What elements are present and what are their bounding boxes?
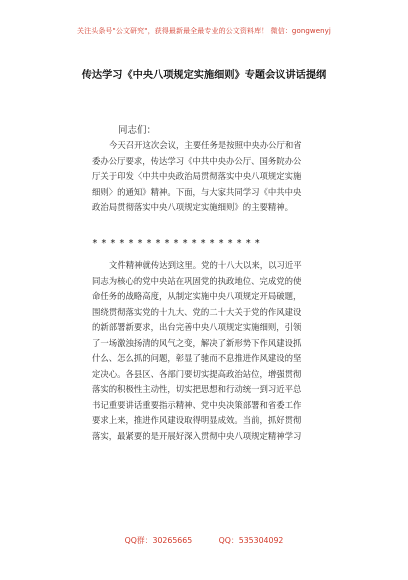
paragraph-line: 书记重要讲话重要指示精神、党中央决策部署和省委工作 — [92, 399, 302, 410]
paragraph-line: 了一场激浊扬清的风气之变，解决了新形势下作风建设抓 — [92, 337, 302, 348]
header-banner: 关注头条号"公文研究"，获得最新最全最专业的公文资料库！ 微信：gongwenyj — [77, 27, 331, 35]
paragraph-line: 的新部署新要求，出台完善中央八项规定实施细则，引领 — [92, 322, 302, 332]
paragraph-line: 厅关于印发〈中共中央政治局贯彻落实中央八项规定实施 — [92, 171, 302, 181]
paragraph-line: 政治局贯彻落实中央八项规定实施细则》的主要精神。 — [92, 202, 293, 212]
paragraph-line: 命任务的战略高度，从制定实施中央八项规定开局破题， — [92, 291, 302, 301]
paragraph-line: 委办公厅要求，传达学习《中共中央办公厅、国务院办公 — [92, 155, 302, 166]
paragraph-line: 今天召开这次会议，主要任务是按照中央办公厅和省 — [109, 140, 302, 150]
paragraph-line: 文件精神就传达到这里。党的十八大以来，以习近平 — [109, 260, 302, 270]
footer-qq-group: QQ群：30265665 — [124, 536, 193, 545]
salutation: 同志们： — [118, 125, 157, 136]
paragraph-line: 要求上来，推进作风建设取得明显成效。当前，抓好贯彻 — [92, 415, 302, 425]
footer-contact — [0, 535, 408, 546]
paragraph-line: 什么、怎么抓的问题，彰显了驰而不息推进作风建设的坚 — [92, 353, 302, 363]
separator-stars: ******************* — [92, 238, 264, 249]
paragraph-line: 细则〉的通知》精神。下面，与大家共同学习《中共中央 — [92, 186, 302, 197]
paragraph-line: 围绕贯彻落实党的十九大、党的二十大关于党的作风建设 — [92, 306, 302, 317]
footer-qq: QQ：535304092 — [218, 536, 284, 545]
paragraph-intro — [92, 138, 337, 216]
paragraph-line: 落实，最紧要的是开展好深入贯彻中央八项规定精神学习 — [92, 430, 302, 441]
paragraph-line: 同志为核心的党中央站在巩固党的执政地位、完成党的使 — [92, 275, 302, 286]
paragraph-line: 定决心。各县区、各部门要切实提高政治站位，增强贯彻 — [92, 368, 302, 379]
paragraph-line: 落实的积极性主动性，切实把思想和行动统一到习近平总 — [92, 384, 302, 394]
document-title: 传达学习《中央八项规定实施细则》专题会议讲话提纲 — [81, 70, 327, 81]
paragraph-body — [92, 258, 337, 444]
